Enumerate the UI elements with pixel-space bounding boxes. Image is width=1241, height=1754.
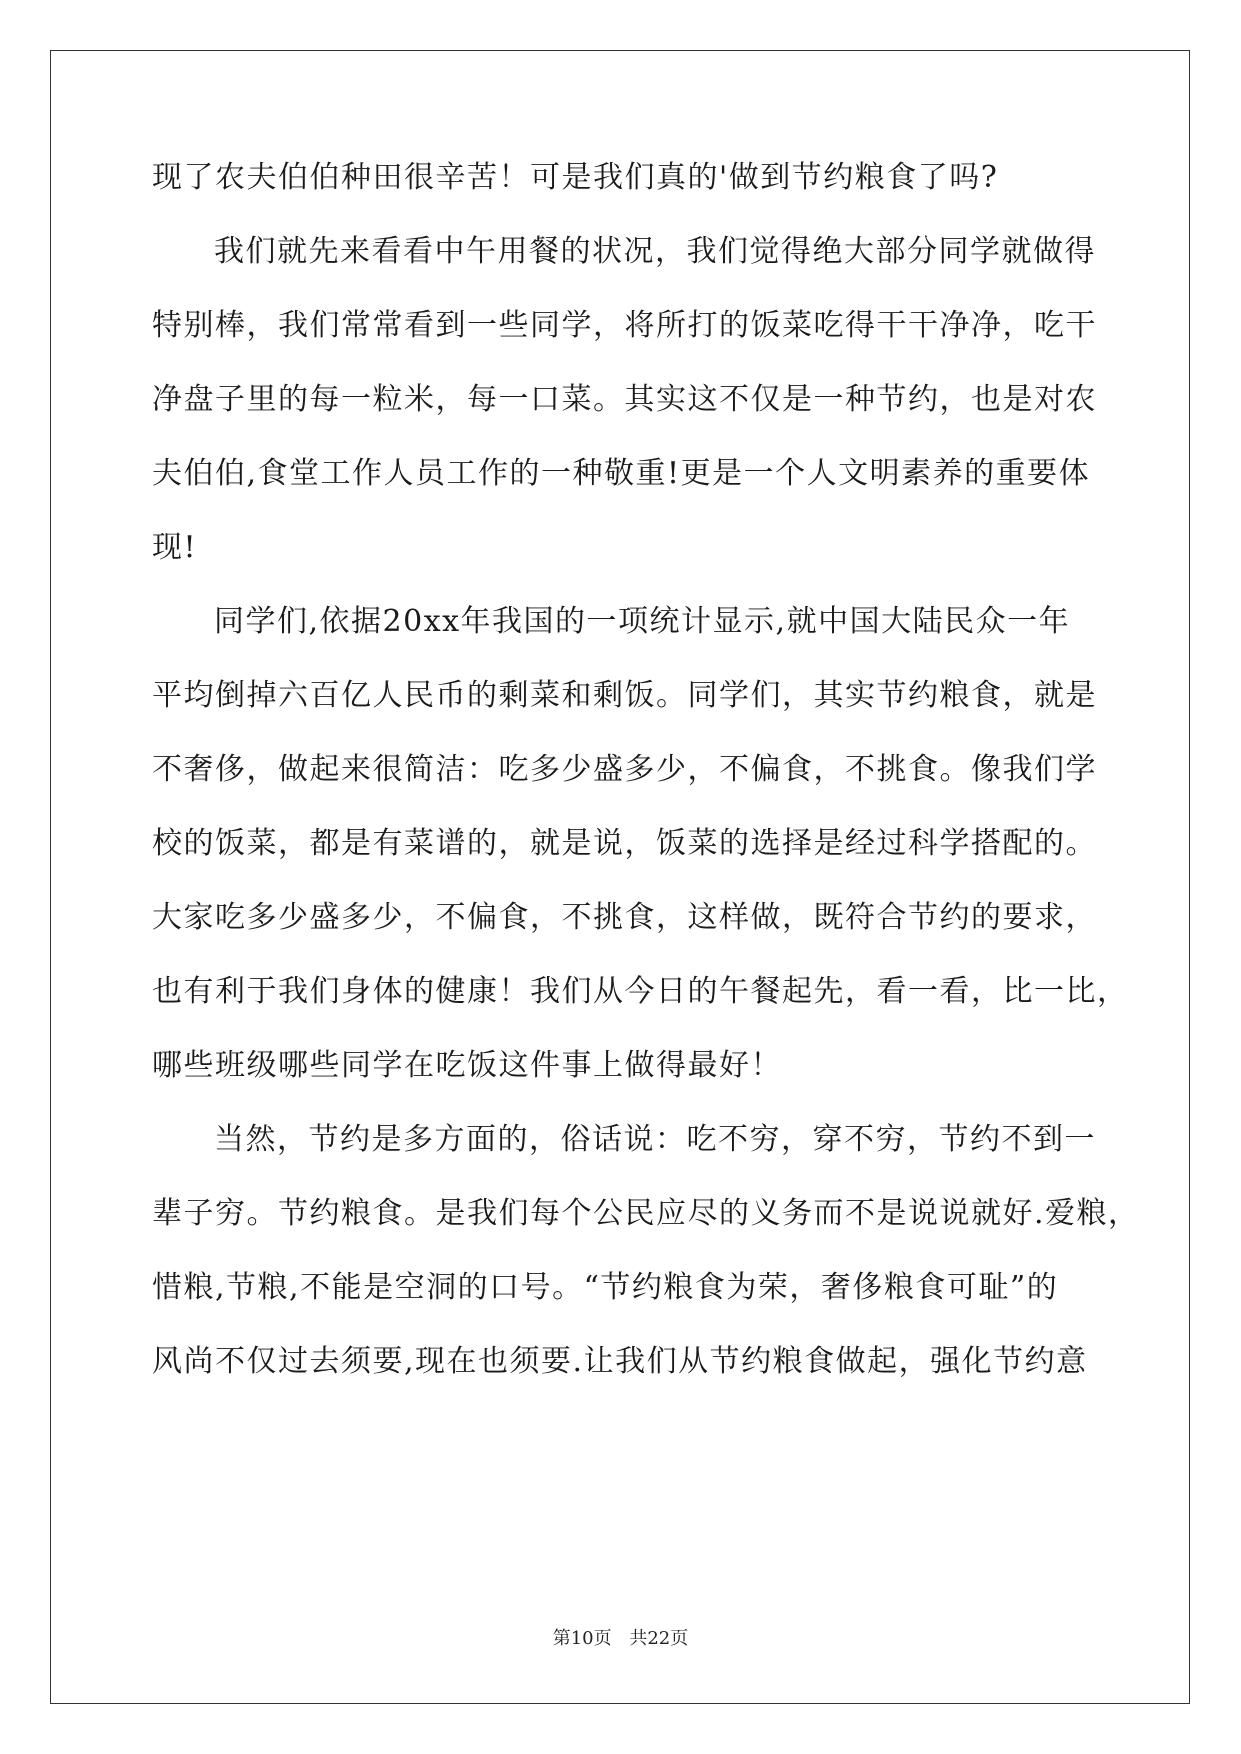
- text-line: 不奢侈，做起来很简洁：吃多少盛多少，不偏食，不挑食。像我们学: [152, 752, 1097, 787]
- paragraph-start-line: 我们就先来看看中午用餐的状况，我们觉得绝大部分同学就做得: [214, 234, 1096, 269]
- text-line: 净盘子里的每一粒米，每一口菜。其实这不仅是一种节约，也是对农: [152, 382, 1097, 417]
- page-footer: [0, 1627, 1241, 1651]
- text-line: 惜粮,节粮,不能是空洞的口号。“节约粮食为荣，奢侈粮食可耻”的: [152, 1270, 1059, 1305]
- paragraph-start-line: 当然，节约是多方面的，俗话说：吃不穷，穿不穷，节约不到一: [214, 1122, 1096, 1157]
- total-pages: 共22页: [629, 1628, 689, 1649]
- page-border: [50, 50, 1190, 1704]
- text-line: 大家吃多少盛多少，不偏食，不挑食，这样做，既符合节约的要求，: [152, 900, 1097, 935]
- text-line: 现!: [152, 530, 198, 565]
- page-number: 第10页: [552, 1628, 612, 1649]
- text-line: 校的饭菜，都是有菜谱的，就是说，饭菜的选择是经过科学搭配的。: [152, 826, 1097, 861]
- paragraph-start-line: 同学们,依据20xx年我国的一项统计显示,就中国大陆民众一年: [214, 604, 1071, 639]
- text-line: 辈子穷。节约粮食。是我们每个公民应尽的义务而不是说说就好.爱粮，: [152, 1196, 1140, 1231]
- text-line: 平均倒掉六百亿人民币的剩菜和剩饭。同学们，其实节约粮食，就是: [152, 678, 1097, 713]
- text-line: 风尚不仅过去须要,现在也须要.让我们从节约粮食做起，强化节约意: [152, 1344, 1088, 1379]
- text-line: 也有利于我们身体的健康！我们从今日的午餐起先，看一看，比一比，: [152, 974, 1129, 1009]
- text-line: 特别棒，我们常常看到一些同学，将所打的饭菜吃得干干净净，吃干: [152, 308, 1097, 343]
- text-line: 夫伯伯,食堂工作人员工作的一种敬重!更是一个人文明素养的重要体: [152, 456, 1091, 491]
- text-line: 现了农夫伯伯种田很辛苦！可是我们真的'做到节约粮食了吗?: [152, 160, 999, 195]
- text-line: 哪些班级哪些同学在吃饭这件事上做得最好！: [152, 1048, 782, 1083]
